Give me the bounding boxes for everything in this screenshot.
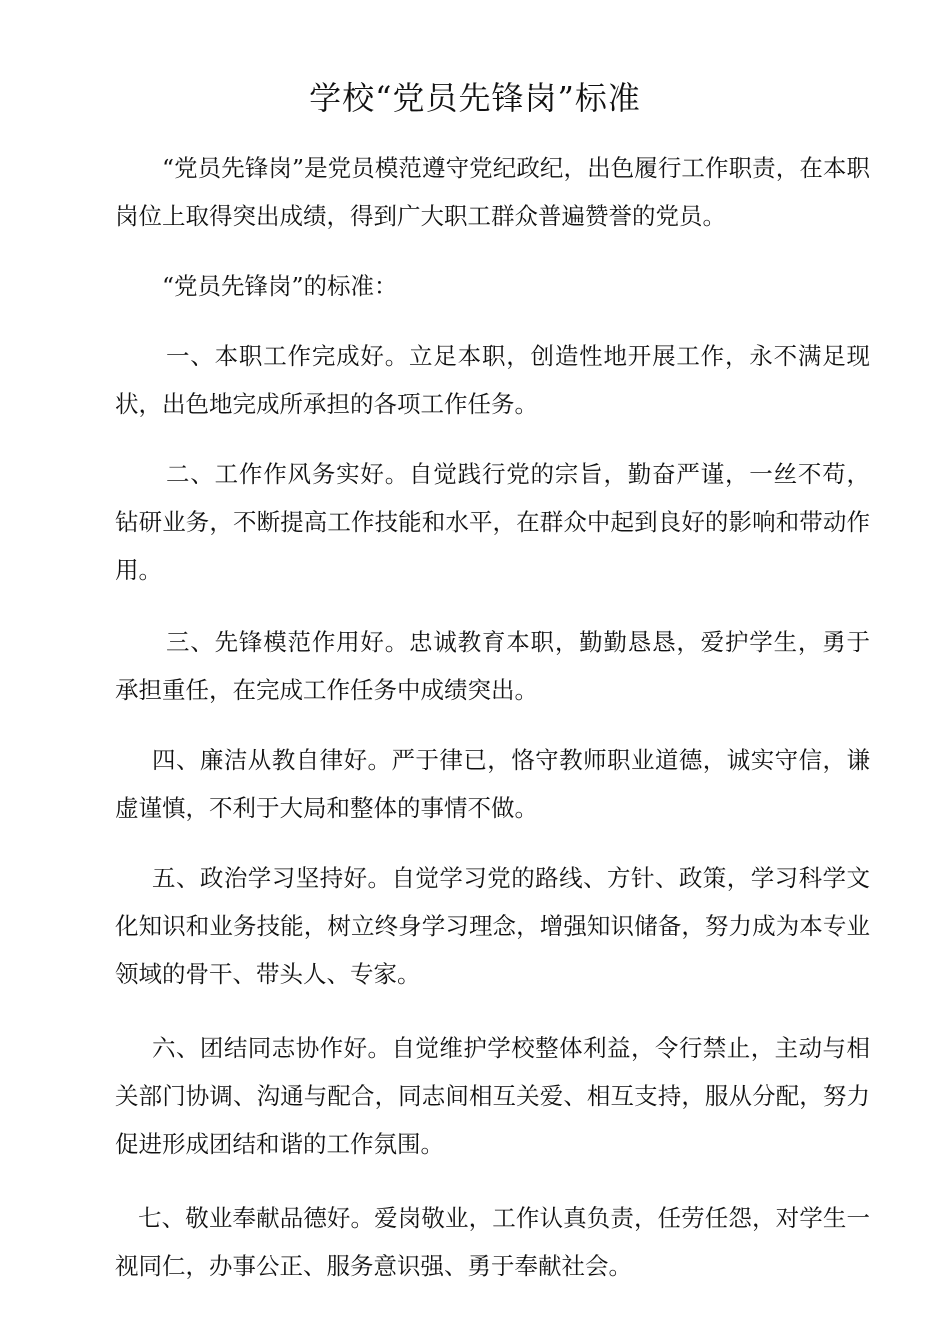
standard-item-3: 三、先锋模范作用好。忠诚教育本职，勤勤恳恳，爱护学生，勇于承担重任，在完成工作任务中成绩突出。	[115, 628, 870, 704]
standard-item-1: 一、本职工作完成好。立足本职，创造性地开展工作，永不满足现状，出色地完成所承担的各项工作任务。	[115, 342, 870, 418]
standard-item-5: 五、政治学习坚持好。自觉学习党的路线、方针、政策，学习科学文化知识和业务技能，树立终身学习理念，增强知识储备，努力成为本专业领域的骨干、带头人、专家。	[115, 864, 870, 988]
standard-item-7: 七、敬业奉献品德好。爱岗敬业，工作认真负责，任劳任怨，对学生一视同仁，办事公正、服务意识强、勇于奉献社会。	[115, 1204, 870, 1280]
standard-item-6: 六、团结同志协作好。自觉维护学校整体利益，令行禁止，主动与相关部门协调、沟通与配合，同志间相互关爱、相互支持，服从分配，努力促进形成团结和谐的工作氛围。	[115, 1034, 870, 1158]
standard-item-4: 四、廉洁从教自律好。严于律已，恪守教师职业道德，诚实守信，谦虚谨慎，不利于大局和整体的事情不做。	[115, 746, 870, 822]
standard-item-2: 二、工作作风务实好。自觉践行党的宗旨，勤奋严谨，一丝不苟，钻研业务，不断提高工作技能和水平，在群众中起到良好的影响和带动作用。	[115, 460, 870, 584]
document-title: 学校“党员先锋岗”标准	[309, 79, 641, 117]
intro-paragraph: “党员先锋岗”是党员模范遵守党纪政纪，出色履行工作职责，在本职岗位上取得突出成绩，得到广大职工群众普遍赞誉的党员。	[115, 154, 870, 230]
standards-heading: “党员先锋岗”的标准：	[162, 272, 398, 300]
